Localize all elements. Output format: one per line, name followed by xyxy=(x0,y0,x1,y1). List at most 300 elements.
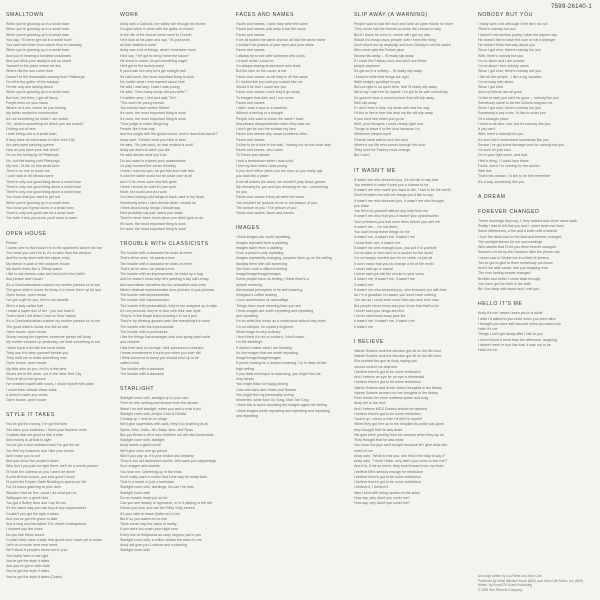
lyric-line: That's all he sees, he paints a tree xyxy=(120,266,175,271)
lyric-line: Cookies that are good to ride a bike xyxy=(6,432,63,437)
lyric-line: I'm the thinnings xyxy=(236,340,263,345)
lyrics-lines xyxy=(6,422,110,580)
lyric-line: Oh - what is something for which you are suited? xyxy=(6,121,84,126)
lyric-line: Would it be true I could see you xyxy=(236,85,287,89)
lyric-line: Don't shoot me up anybody, and from Dishay it not the cases xyxy=(354,43,451,47)
lyric-line: they thought that he was dead xyxy=(354,427,403,432)
lyric-line: I love acceleration of camouflage xyxy=(236,298,289,303)
lyric-line: You've got to give to them somebody you know xyxy=(478,260,553,265)
lyric-line: Andy said, "What to rest you, she tells it the way to say it" xyxy=(354,453,446,458)
lyric-line: It's not personal, they're in love with their own style xyxy=(120,308,201,313)
lyric-line: There's never been much since you didn't give to do xyxy=(120,216,203,221)
lyric-line: Valerie Solanis took the elevator got off on the 6th floor xyxy=(354,354,442,358)
lyric-line: That's what I did when I had no 'Bow' dance xyxy=(6,314,76,318)
lyric-line: But people never knew and your know that that's a lie xyxy=(354,303,439,308)
lyric-line: There's only one good thing about a small town xyxy=(6,179,82,184)
lyric-line: That's all he sees, he paints a tree xyxy=(120,256,175,261)
lyric-line: Open house, open house xyxy=(6,329,47,334)
lyric-line: And you think your daddy is not so smart xyxy=(6,58,71,63)
song-block xyxy=(478,301,592,353)
lyric-line: You know that you want to get out xyxy=(6,195,60,200)
song-title: OPEN HOUSE xyxy=(6,230,47,237)
lyric-line: He'd say, "I've got to bring home the bacon" xyxy=(120,53,190,58)
song-block xyxy=(236,12,348,216)
lyric-line: Won't you pay us, it's your choice and dreamly xyxy=(120,453,194,458)
song-title: A DREAM xyxy=(478,193,506,200)
lyric-line: I'll hook the camera on you I won't be alone xyxy=(6,469,75,474)
lyric-line: I never said throw away your life xyxy=(354,314,406,318)
lyric-line: I know to write that things are right xyxy=(354,74,409,79)
lyric-line: It wasn't me, it wasn't me, it wasn't me xyxy=(354,277,415,282)
lyric-line: I think this is faces repeating the images again the ceiling xyxy=(236,403,327,408)
lyric-line: Stomp having fun together, someone please tell Andy xyxy=(6,335,91,339)
song-title: IT WASN'T ME xyxy=(354,167,396,174)
lyric-line: And the lucky store with the zipper entry xyxy=(6,256,70,261)
lyric-line: He'd look at his palm and say, "It's just work, xyxy=(120,37,191,42)
lyric-line: He said, "How many songs did you write?" xyxy=(120,90,188,95)
lyric-line: I love the dead and on the land and forever changed xyxy=(478,234,562,239)
lyric-line: I'd want what I could be xyxy=(236,58,274,63)
lyric-line: Since I got shot xyxy=(478,85,503,89)
lyric-line: Fucks, some I'm coming for the screen xyxy=(478,163,540,168)
lyrics-lines xyxy=(120,251,230,377)
lyric-line: Or play moment the sense thinking xyxy=(120,163,176,168)
lyric-line: I'd like to be a hole in the wall - looking out on the other side xyxy=(236,142,332,147)
lyric-line: Instigator's coffee dealing xyxy=(236,293,277,297)
lyric-line: Well, your thoughts I could clearly right now xyxy=(354,121,424,126)
lyric-line: Andy was a lot of things, what I remember most xyxy=(120,48,196,53)
lyric-line: That's the answer, I'd like to be bet remember xyxy=(478,174,551,179)
lyric-line: Well slip away xyxy=(354,100,377,105)
lyric-line: Couldn't you get the style it takes xyxy=(6,511,59,516)
lyric-line: Faces and names, who cares xyxy=(236,148,283,152)
lyric-line: I wish I'd talked to you more when you were alive xyxy=(478,316,556,321)
lyric-line: and repeating xyxy=(236,413,258,418)
lyric-line: I lost my blue when I was young xyxy=(236,163,287,168)
lyric-line: I haven't had shrinks poetry I wide the papers say xyxy=(478,32,557,37)
lyric-line: They're by drinking gusses cash like everything's in work xyxy=(120,319,211,324)
lyric-line: You can't see them from where they're standing xyxy=(6,43,82,47)
lyric-line: I wish I was a soul or a machine xyxy=(236,106,287,110)
lyric-line: Faces and names, just keep it are the same xyxy=(236,27,306,32)
lyric-line: Multiply them with silk screening xyxy=(236,261,288,266)
lyric-line: It wasn't me xyxy=(354,324,374,329)
lyric-line: And I have you to put xyxy=(6,453,40,458)
lyric-line: As I'm a guardian I'm aware you won't have nothing xyxy=(354,293,436,297)
lyric-line: Getting out of here xyxy=(6,127,36,131)
lyric-line: But you Brown's all in sour bubbles out will visit boulevards xyxy=(120,432,214,437)
lyric-line: When you're growing up in a small town xyxy=(6,200,70,205)
lyric-line: And I'll be never sure how this goes xyxy=(120,179,177,184)
lyric-line: I felt a thing, I I could face these xyxy=(478,158,529,163)
lyric-line: If you're looking for a deeper meaning, I'm in deep at this xyxy=(236,361,327,366)
song-block xyxy=(120,241,230,377)
lyric-line: I wouldn't be jealous of your eyes and your name xyxy=(236,43,314,47)
lyric-line: Wallpaper art, a great idea xyxy=(6,495,49,500)
lyric-line: Was I shot with being spoken to the skies xyxy=(354,490,420,495)
lyric-line: You know you'll grow down in a small town xyxy=(6,205,74,210)
lyric-line: Things to leave it to the door because I'm xyxy=(354,127,420,131)
lyric-line: When you're growing up in a small town xyxy=(6,32,70,37)
lyric-line: You can't throw these things on me xyxy=(354,230,410,234)
lyric-line: People said to lock the door and have an open house no more xyxy=(354,22,454,26)
lyric-line: Somebody when I can't decide what I should do xyxy=(120,200,197,205)
lyric-line: I believe there's got to be some retribution xyxy=(354,474,421,479)
lyric-line: Since I got shot, there's nobody but you xyxy=(478,106,542,110)
lyric-line: They're all on the ground xyxy=(6,377,46,381)
lyric-line: Whenever people eyes xyxy=(354,132,391,137)
lyric-line: The trouble with the impressionist xyxy=(120,324,174,329)
lyric-line: you look like a pawn xyxy=(236,174,269,179)
lyric-line: If I looked like you and you looked like me xyxy=(236,79,303,84)
lyric-line: You wouldn't be jealous of me or me jealous of you xyxy=(236,200,317,205)
song-title: TROUBLE WITH CLASSICISTS xyxy=(120,241,209,247)
lyric-line: Do you want to expand your possessions xyxy=(120,158,186,163)
lyric-line: The picture of you / The picture of you xyxy=(236,205,297,210)
lyric-line: My father worked in construction xyxy=(6,111,58,116)
lyric-line: And my friends are all gone xyxy=(478,90,522,95)
lyric-line: It wasn't me, it wasn't me, it wasn't me xyxy=(354,235,415,240)
lyrics-column-1 xyxy=(6,12,110,598)
lyric-line: Without a feeling or a thought xyxy=(236,111,283,116)
lyric-line: But if so you waters to no rise xyxy=(120,516,168,521)
lyric-line: "Your judge is make things big xyxy=(120,121,169,126)
lyric-line: I believe there's got to be some retribution xyxy=(354,480,421,484)
lyric-line: The river lasting forever changed xyxy=(478,271,531,276)
lyric-line: Starlight room with xyxy=(120,490,150,495)
lyric-line: You are as I could even more than you lack from now xyxy=(354,298,439,303)
lyrics-lines xyxy=(120,22,230,232)
lyric-line: I knew I had my spin, he got told and rude face xyxy=(120,169,195,173)
lyric-line: When you're growing up in a small town xyxy=(6,27,70,32)
lyric-line: Your problems you that more them before you met me xyxy=(354,219,440,224)
lyric-line: Smoke I've got some teenage tone for nobody but you xyxy=(478,142,565,147)
lyric-line: Things have more meaning than you see xyxy=(236,303,302,308)
lyric-line: And you know the people it takes xyxy=(6,459,59,463)
lyric-line: I'm always staring at someone who feels xyxy=(236,64,301,68)
lyric-line: Starlight room with, Andy's Cord & Delldis xyxy=(120,411,187,416)
lyric-line: I drink it just a bit with the local drinks xyxy=(6,345,66,350)
lyric-line: Don't threaten me with the things you'd like to say xyxy=(354,193,433,198)
lyric-line: I never saw a Cricket nor in a field of dreams xyxy=(478,255,550,260)
lyric-line: Faces and names, I wish they were the same xyxy=(236,22,309,26)
lyric-line: From a photo's only repeating xyxy=(236,251,284,255)
lyric-line: Are pink-eyed painting queers xyxy=(6,142,54,147)
lyric-line: There's only one good use for a small town xyxy=(6,211,75,215)
lyric-line: I'm on the boring tip of Pittsburgh xyxy=(6,153,59,158)
lyric-line: They're too old-fashioned movies, let's save you happenings xyxy=(120,459,217,463)
lyric-line: Why don't you just cut right there, we'll do a movie partner xyxy=(6,464,99,469)
lyrics-column-5 xyxy=(478,12,592,598)
lyric-line: He'd get to the factory early xyxy=(120,64,164,68)
lyric-line: Valerie Solanis said those violent thoughts in the library xyxy=(354,385,442,390)
lyric-line: He said decide what you'll do xyxy=(120,153,167,158)
lyric-line: To Faces and names xyxy=(236,153,270,158)
lyric-line: Of a stranger place xyxy=(478,116,509,121)
lyric-line: I'd like to start you can't be gone -- nobody like you xyxy=(478,95,559,100)
lyric-line: That is a movie or just a hurricane xyxy=(120,480,175,484)
lyric-line: You feel my business and I like your books xyxy=(6,448,74,453)
lyric-line: Really I had to tell that you and I, when when we lived xyxy=(478,224,564,228)
lyric-line: When they got him up to the hospital his pulse was gone xyxy=(354,422,444,427)
lyric-line: If you were too crash your night now xyxy=(120,527,178,532)
lyric-line: I'm off in the gutter of the subway xyxy=(6,79,59,84)
lyric-line: You really have to eat right xyxy=(6,553,49,558)
lyric-line: It was the same world but he could care at all xyxy=(120,174,192,179)
lyric-line: I can't wait to hit friends home xyxy=(6,174,54,179)
lyric-line: I'm so alone I feel nobody cares xyxy=(478,64,529,68)
lyric-line: I could think outside these walls xyxy=(6,387,57,392)
lyric-line: It's a Czechoslovakian custom my mother passed on to me xyxy=(6,282,100,287)
lyric-line: It's work, the most important thing is work xyxy=(120,111,186,116)
song-block xyxy=(354,12,466,159)
song-block xyxy=(354,168,466,330)
lyric-line: It doesn't matter what I am thinking xyxy=(236,345,292,350)
lyric-line: There's only one good thing about a small town xyxy=(6,190,82,194)
lyric-line: I hate being odd in a small town xyxy=(6,132,57,137)
lyric-line: He doesn't think that way about you xyxy=(478,43,535,47)
lyric-line: The good witch's house she did so well xyxy=(6,324,69,329)
lyric-line: My mother showed up yesterday, we tried something to eat xyxy=(6,340,100,345)
lyric-line: Aren't we able cause, see you laughing ever xyxy=(478,266,549,270)
lyric-line: We'd say I can't be by myself, I've got to be with somebody xyxy=(354,90,448,95)
song-title: WORK xyxy=(120,12,139,18)
lyric-line: And please don't touch xyxy=(6,277,43,282)
lyric-line: And the single with the guitar sound, where does that sound?" xyxy=(120,132,219,137)
lyric-line: Faces and names if they all were the same xyxy=(236,195,305,200)
lyric-line: And a long second talked The Velvet Underground xyxy=(6,522,87,526)
lyric-line: You should have written fifteen" xyxy=(120,106,171,110)
lyric-line: When you're growing up in a small town xyxy=(6,90,70,95)
lyric-line: I believe there's got to be some retribution xyxy=(354,380,421,385)
lyrics-lines xyxy=(478,311,592,353)
lyric-line: For 24 hours glancing at your view xyxy=(6,485,61,490)
lyric-line: Andy said, "Decide what you think is best xyxy=(120,137,186,142)
lyric-line: I'd like to live in fear this deal my life will slip away xyxy=(354,111,433,116)
lyric-line: We'll give superstars with sails, they'll do anything at all xyxy=(120,422,208,427)
lyric-line: It wasn't me -- I'm not there xyxy=(354,224,398,229)
lyric-line: Somebody came to be the Victoria shipped me xyxy=(478,100,553,105)
lyric-line: There's no one to touch me xyxy=(6,169,50,173)
lyric-line: Hello it's me xyxy=(478,327,498,331)
lyric-line: I had a breakdown when I was a kid xyxy=(236,158,294,163)
lyric-line: Wasn't on and starlight, when you and a crow a pol xyxy=(120,406,202,411)
lyric-line: You've got a nice weekend and I've got the art xyxy=(6,443,80,448)
lyric-line: It wasn't me who changed you, you put it to yourself xyxy=(354,245,437,250)
lyric-line: The trouble with expressionism xyxy=(120,298,170,303)
lyric-line: It's a way, somebody like you xyxy=(478,179,525,184)
lyric-line: They never had the friends so close the chance to stay xyxy=(354,27,442,32)
lyric-line: I'm no lobbyist, no mystery engineer xyxy=(236,324,294,329)
lyric-line: My kids who do you, oh it's a fine time xyxy=(6,366,67,371)
lyric-line: It's not something for which I am suited xyxy=(6,116,69,121)
lyric-line: Starlight room with, starlight xyxy=(120,438,165,442)
lyric-line: Image/Image/Image/Images xyxy=(236,356,281,360)
lyric-line: And money is all that is style xyxy=(6,438,52,442)
lyric-line: I've been having cold things in back, said in my head xyxy=(120,195,204,200)
lyric-line: Some people have no feeling, I think there's a xyxy=(236,277,309,282)
lyric-line: The sunlight shines for our surroundings xyxy=(478,239,543,244)
lyric-line: I believe life's serious enough for retribution xyxy=(354,469,424,474)
lyric-line: It wasn't me who hurt you, it wasn't your grandmother xyxy=(354,214,439,219)
lyric-line: It's your take to tease (listen so to him xyxy=(120,511,181,516)
lyric-line: When you're growing up in a small town xyxy=(6,22,70,26)
lyric-line: I want to be who I am, but it's nobody like you xyxy=(478,121,551,126)
lyric-line: you down xyxy=(354,203,370,208)
lyric-line: Faces and names xyxy=(236,137,265,142)
lyric-line: Yourself in the place where we live xyxy=(6,64,62,68)
lyric-line: She pointed the gun at Andy saying you xyxy=(354,359,418,364)
lyric-line: Think some may the cabin of reality xyxy=(120,522,177,526)
lyric-line: It's work, the most important thing is work xyxy=(120,116,186,121)
lyric-line: The trouble with a classicist xyxy=(120,371,164,376)
lyric-line: I haven't seen in hurt like that, it was not to be xyxy=(478,342,551,347)
lyric-line: I think someone is funny you should shut up to be xyxy=(120,356,199,360)
lyric-line: I think images are worth repeating and repeating xyxy=(236,308,314,313)
lyric-line: There's nobody but you xyxy=(478,27,516,32)
lyric-line: It's a Czechoslovakian custom my mother passed on to me xyxy=(6,319,100,324)
lyric-line: Who stands that I'll let you there forever changed xyxy=(478,245,556,249)
lyric-line: Mommies, while Max Go Tung, Max Tse Tung xyxy=(236,398,309,402)
lyric-line: I'm sure I'm just shot xyxy=(478,148,511,152)
lyric-line: Where do it me, where do you belong xyxy=(6,106,66,110)
lyrics-lines xyxy=(354,178,466,330)
lyric-line: If we all looked the same, we wouldn't play those games xyxy=(236,179,326,184)
lyric-line: I never found it more than the afternoon, laughing xyxy=(478,337,557,342)
lyric-line: I don't get far into the surface my face xyxy=(236,127,297,131)
lyric-line: I'm no saint or hero and I'm a sucker for the world xyxy=(354,251,433,255)
lyric-line: Where abstract expressionists tone pictures or just pictures xyxy=(120,287,215,292)
lyrics-lines xyxy=(354,349,466,507)
lyric-line: I never said you fall the smoke in your veins xyxy=(354,272,424,276)
lyric-line: I've got a gift for you, here's my favorite xyxy=(6,298,69,303)
lyric-line: Well this xyxy=(478,169,492,173)
lyric-line: I've created myself with hours, I stood myself with plate xyxy=(6,382,94,387)
lyric-line: Shoes are in the store, out in the New York City xyxy=(6,371,82,376)
lyric-line: He loved to wave, he got something eager xyxy=(120,58,188,63)
lyric-line: "You won't be young forever xyxy=(120,100,165,105)
song-title: HELLO IT'S ME xyxy=(478,301,523,308)
lyric-line: You might find my personality boring xyxy=(236,392,294,397)
credit-line: All songs written by Lou Reed and John Cale xyxy=(478,574,542,579)
lyric-line: In the life of the church never went to Church xyxy=(120,32,192,37)
lyric-line: It wasn't me who made you want to die, I had to be the worth xyxy=(354,188,451,192)
lyric-line: Images repeatedly changing, peoples them up on the ceiling xyxy=(236,256,332,261)
lyric-line: My lord - I'll die on this small town xyxy=(6,163,60,168)
lyric-line: How do you have your hair done? xyxy=(6,148,60,152)
lyric-line: But I don't xyxy=(354,153,371,158)
lyric-line: I believe it, I believe it xyxy=(354,485,389,490)
credits-block xyxy=(478,574,594,592)
song-block xyxy=(6,231,110,404)
lyric-line: I'm an artist like music as a continuous without any order xyxy=(236,319,326,324)
lyric-line: Images taken from a painting xyxy=(236,245,283,250)
lyric-line: all that matters is work" xyxy=(120,43,158,47)
lyric-line: Do no movies what you do for xyxy=(120,495,168,500)
lyric-line: My dressing for you and you dressing for me - conforming xyxy=(236,184,328,189)
lyric-line: Be I the dimp with faced and I met you xyxy=(478,287,540,291)
lyric-line: You have got the truth in the faith xyxy=(478,281,531,286)
song-title: SMALLTOWN xyxy=(6,12,44,18)
lyric-line: Open house, open house xyxy=(6,361,47,366)
lyric-line: I'm in your right cover, and that xyxy=(478,153,528,158)
lyric-line: Andy was a Catholic, the valley ran through his bones xyxy=(120,22,206,26)
lyric-line: Would it's cheap crazy people, with I meet the thing xyxy=(354,37,436,42)
lyric-line: I'm glad when it came with the gates of church xyxy=(120,27,194,32)
lyric-line: It's get so in a solitary -- I'll ready slip away xyxy=(354,69,422,74)
lyric-line: They said the Factory must change xyxy=(354,148,411,152)
lyric-line: I believe there's got to be some retribution xyxy=(354,411,421,416)
lyric-line: Sure images and sounds xyxy=(120,464,160,469)
lyric-line: But the face on the cover, is me xyxy=(236,69,287,74)
lyrics-lines xyxy=(354,22,466,159)
lyric-line: Sylvia, Max, Gotts, Jim, Baby Jane, and Ryan xyxy=(120,427,193,432)
lyric-line: You might think I'm happy-boring xyxy=(236,382,289,387)
lyric-line: He said I was lazy, I said I was young xyxy=(120,85,180,89)
lyric-line: Took it up, I shoot a man I'd tell it to myself xyxy=(354,417,422,421)
song-block xyxy=(6,412,110,580)
lyric-line: I like the things Kauzmaragan dots who spray paint walls xyxy=(120,335,211,339)
lyrics-lines xyxy=(478,219,592,293)
lyric-line: It wasn't me who shunned you, it wasn't me who brought xyxy=(354,198,444,203)
lyric-line: high ceiling xyxy=(236,366,254,371)
lyric-line: And please disappointment when they saw me xyxy=(236,121,311,126)
lyric-line: The trouble with personalistic, they're too wrapped up in style xyxy=(120,303,218,308)
lyric-line: and crosses xyxy=(120,340,140,345)
lyric-line: Faces and names why cause problems often xyxy=(236,132,308,137)
lyric-line: It wasn't me xyxy=(354,282,374,287)
lyric-line: I think I should be said it's just work xyxy=(120,184,177,189)
lyric-line: Cars and cans and chairs and flowers xyxy=(236,387,297,392)
lyric-line: It's hard work, the most important thing is work xyxy=(120,74,194,79)
lyric-line: Starlight room with, a-millon dollars fee wide it's me xyxy=(120,537,202,542)
lyric-line: You hate it and you know you'll have to leave xyxy=(6,216,78,221)
lyric-line: You've got the style it takes (Crank) xyxy=(6,574,63,579)
lyric-line: I'm not simply needed you I'm for better or just all xyxy=(354,256,433,261)
song-block xyxy=(354,339,466,507)
lyric-line: Do you like these sound xyxy=(6,532,45,537)
lyrics-lines xyxy=(478,22,592,185)
lyric-line: No matter what I ever wanted stood here xyxy=(120,79,185,84)
lyric-line: I'm so busy with alone xyxy=(478,79,514,84)
lyric-line: The trouble with a classicist he looks at a tree xyxy=(120,251,193,255)
lyric-line: It's work, the most important thing is work xyxy=(120,226,186,231)
lyric-line: No, not this boring cold Pittsburgh xyxy=(6,158,60,163)
lyric-line: Faces and names xyxy=(236,48,265,53)
lyric-line: He said, "It's just work, all that matters is work" xyxy=(120,142,195,147)
credit-line: Admin. by Sony/ATV Music Publishing xyxy=(478,583,532,588)
lyric-line: Open house, open house xyxy=(6,398,47,402)
lyric-line: These mornings they say, I, they walked and never came back xyxy=(478,218,578,223)
lyric-line: And he doesn't know why he's painting a sky with a bag xyxy=(120,277,209,282)
song-block xyxy=(236,225,348,419)
lyric-line: Can you see beauty in hypnoses, or is it playing in the dirt xyxy=(120,501,212,505)
lyric-line: We'll give color and go paired xyxy=(120,448,167,453)
lyric-line: We'll show it people's faces not to your xyxy=(6,548,68,553)
lyric-line: It wasn't me who shunned you, it's not fair to say that xyxy=(354,177,439,182)
song-block xyxy=(478,209,592,293)
lyric-line: And it is, If his so much, they took forward from my heart xyxy=(354,464,444,469)
lyric-line: I'd written zero, I lied and said "Ten" xyxy=(120,95,177,100)
lyric-line: Dance just now, and use the Riley Sully screen xyxy=(120,506,195,511)
lyric-line: When you're growing up in a small town xyxy=(6,48,70,53)
lyric-line: Where's our life who comes through the door xyxy=(354,142,426,147)
lyric-line: and repeating xyxy=(236,314,258,318)
lyric-line: You've got the style it takes xyxy=(6,569,50,574)
lyric-line: Then he lets nothing and shower from the stream xyxy=(120,401,199,406)
lyric-line: They use it to keep yourself beside you xyxy=(6,350,69,355)
lyrics-lines xyxy=(6,22,110,222)
